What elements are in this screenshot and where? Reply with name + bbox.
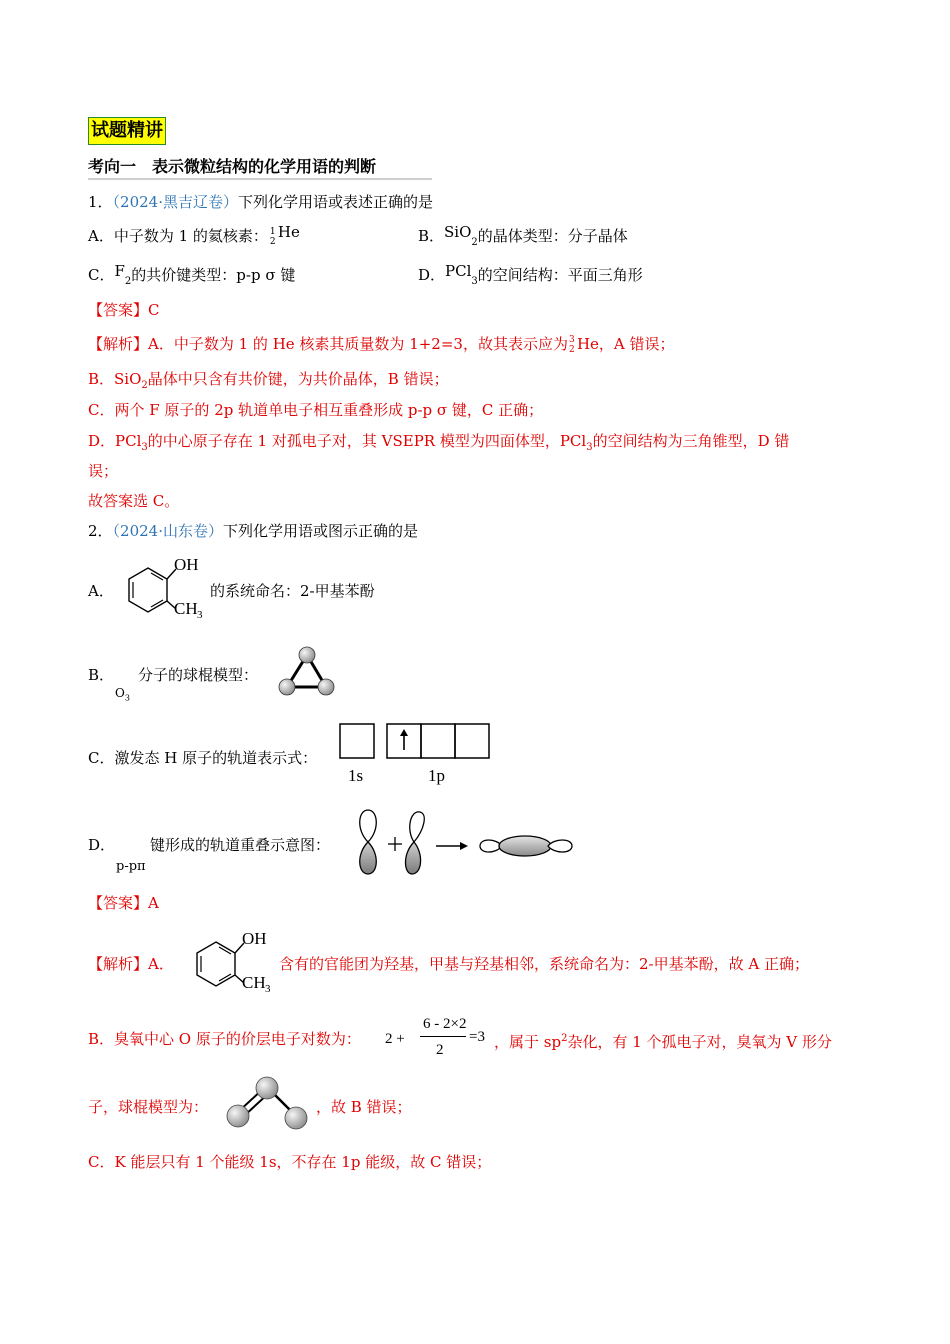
q1-option-b-text: 的晶体类型：分子晶体 bbox=[477, 227, 628, 245]
q1-analysis-a-text1: A．中子数为 1 的 He 核素其质量数为 1+2=3，故其表示应为 bbox=[148, 335, 568, 353]
orbital-1s-label: 1s bbox=[348, 766, 364, 785]
q2-analysis-label: 【解析】 bbox=[88, 955, 149, 973]
q1-option-a-text: A．中子数为 1 的氦核素： bbox=[88, 227, 268, 245]
cresol-analysis-ch3-sub: 3 bbox=[265, 983, 271, 995]
q1-option-c bbox=[88, 262, 296, 292]
frac-left: 2 + bbox=[385, 1031, 405, 1047]
f2-sub: 2 bbox=[124, 276, 132, 287]
nuclide-symbol: He bbox=[277, 223, 300, 241]
q1-analysis-a bbox=[88, 334, 675, 354]
o3-formula bbox=[115, 683, 130, 708]
q1-analysis-c: C．两个 F 原子的 2p 轨道单电子相互重叠形成 p-p σ 键，C 正确； bbox=[88, 401, 544, 419]
q2-source: （2024·山东卷） bbox=[112, 522, 223, 540]
q1-stem: 下列化学用语或表述正确的是 bbox=[238, 193, 434, 211]
q1-answer: 【答案】C bbox=[88, 301, 160, 319]
cresol-structure-icon bbox=[110, 552, 210, 622]
nuclide-mass: 1 bbox=[269, 227, 276, 237]
ozone-triangle-model-icon bbox=[272, 644, 342, 700]
frac-numerator: 6 - 2×2 bbox=[423, 1016, 467, 1032]
q1-source: （2024·黑吉辽卷） bbox=[112, 193, 238, 211]
analysis-nuclide-proton: 2 bbox=[568, 345, 575, 355]
q2-analysis-b-text2 bbox=[494, 1029, 832, 1052]
q2-stem-line bbox=[88, 521, 418, 541]
q2-stem: 下列化学用语或图示正确的是 bbox=[223, 522, 419, 540]
q2-analysis-b-sp: ，属于 sp bbox=[494, 1033, 562, 1051]
q1-analysis-d-cont: 误； bbox=[88, 462, 119, 480]
cresol-structure-analysis-icon bbox=[178, 926, 278, 996]
q2-analysis-a-text: 含有的官能团为羟基，甲基与羟基相邻，系统命名为：2-甲基苯酚，故 A 正确； bbox=[279, 955, 809, 973]
section-heading: 考向一 表示微粒结构的化学用语的判断 bbox=[88, 157, 377, 176]
section-tag: 试题精讲 bbox=[88, 117, 166, 145]
q1-stem-line bbox=[88, 192, 433, 212]
q1-analysis-d-sub1: 3 bbox=[141, 442, 148, 453]
q2-analysis-a-label bbox=[88, 954, 174, 974]
sio2-symbol: SiO bbox=[444, 223, 472, 241]
q2-analysis-b-text1: B．臭氧中心 O 原子的价层电子对数为： bbox=[88, 1030, 361, 1048]
q2-option-c-text: C．激发态 H 原子的轨道表示式： bbox=[88, 749, 318, 767]
q1-option-a bbox=[88, 223, 300, 247]
q2-option-a-label: A． bbox=[88, 582, 114, 600]
frac-result: =3 bbox=[469, 1029, 485, 1045]
q2-option-a-text: 的系统命名：2-甲基苯酚 bbox=[210, 582, 375, 600]
cresol-oh-label: OH bbox=[174, 555, 199, 574]
pcl3-symbol: PCl bbox=[445, 262, 472, 280]
q1-option-b-label: B． bbox=[418, 227, 445, 245]
q1-option-d-text: 的空间结构：平面三角形 bbox=[477, 266, 643, 284]
fraction-bar bbox=[420, 1036, 466, 1037]
analysis-nuclide-scripts bbox=[568, 334, 577, 354]
cresol-analysis-oh: OH bbox=[242, 929, 267, 948]
q1-number: 1． bbox=[88, 193, 113, 211]
q2-analysis-b-text3: 杂化，有 1 个孤电子对，臭氧为 V 形分 bbox=[567, 1033, 832, 1051]
q2-option-d-label: D． bbox=[88, 836, 116, 854]
cresol-ch3-sub: 3 bbox=[197, 609, 203, 621]
q1-option-c-label: C． bbox=[88, 266, 115, 284]
nuclide-scripts bbox=[268, 226, 278, 246]
nuclide-proton: 2 bbox=[269, 237, 276, 247]
q1-analysis-a-text2: He，A 错误； bbox=[576, 335, 675, 353]
pcl3-sub: 3 bbox=[471, 276, 478, 287]
q1-analysis-d-text2: 的中心原子存在 1 对孤电子对，其 VSEPR 模型为四面体型，PCl bbox=[147, 432, 587, 450]
p-p-pi-label: p-pπ bbox=[116, 859, 146, 874]
orbital-diagram-icon bbox=[336, 720, 496, 790]
orbital-overlap-icon bbox=[350, 808, 580, 878]
o3-symbol: O bbox=[115, 686, 125, 700]
q2-number: 2． bbox=[88, 522, 113, 540]
q2-option-d-text: 键形成的轨道重叠示意图： bbox=[150, 836, 331, 854]
heading-underline bbox=[88, 178, 432, 180]
q2-analysis-a-prefix: A． bbox=[148, 955, 174, 973]
frac-denominator: 2 bbox=[436, 1042, 444, 1058]
f2-symbol: F bbox=[114, 262, 125, 280]
orbital-1p-label: 1p bbox=[428, 766, 445, 785]
q2-option-b-label: B． bbox=[88, 666, 115, 684]
q1-analysis-d bbox=[88, 431, 789, 458]
q2-analysis-b-sup: 2 bbox=[561, 1033, 568, 1044]
q2-analysis-b-text5: ，故 B 错误； bbox=[316, 1098, 412, 1116]
q2-option-b-text: 分子的球棍模型： bbox=[138, 666, 259, 684]
q1-option-c-text: 的共价键类型：p-p σ 键 bbox=[131, 266, 296, 284]
analysis-nuclide-mass: 3 bbox=[568, 335, 575, 345]
q1-analysis-b bbox=[88, 369, 449, 396]
cresol-ch3-label: CH bbox=[174, 599, 198, 618]
sio2-sub: 2 bbox=[471, 237, 478, 248]
cresol-analysis-ch3: CH bbox=[242, 973, 266, 992]
q1-analysis-b-sub: 2 bbox=[141, 380, 148, 391]
q1-analysis-b-text1: B．SiO bbox=[88, 370, 142, 388]
q2-analysis-b-text4: 子，球棍模型为： bbox=[88, 1098, 209, 1116]
ozone-v-model-icon bbox=[220, 1070, 320, 1134]
q1-option-b bbox=[418, 223, 628, 253]
q1-analysis-label: 【解析】 bbox=[88, 335, 149, 353]
o3-sub: 3 bbox=[124, 693, 130, 703]
q1-conclusion: 故答案选 C。 bbox=[88, 492, 180, 510]
q1-analysis-d-text3: 的空间结构为三角锥型，D 错 bbox=[592, 432, 790, 450]
q1-option-d-label: D． bbox=[418, 266, 446, 284]
q1-analysis-b-text2: 晶体中只含有共价键，为共价晶体，B 错误； bbox=[147, 370, 449, 388]
q2-analysis-c: C．K 能层只有 1 个能级 1s，不存在 1p 能级，故 C 错误； bbox=[88, 1153, 492, 1171]
q2-answer: 【答案】A bbox=[88, 894, 159, 912]
q1-option-d bbox=[418, 262, 643, 292]
q1-analysis-d-text1: D．PCl bbox=[88, 432, 142, 450]
q1-analysis-d-sub2: 3 bbox=[586, 442, 593, 453]
